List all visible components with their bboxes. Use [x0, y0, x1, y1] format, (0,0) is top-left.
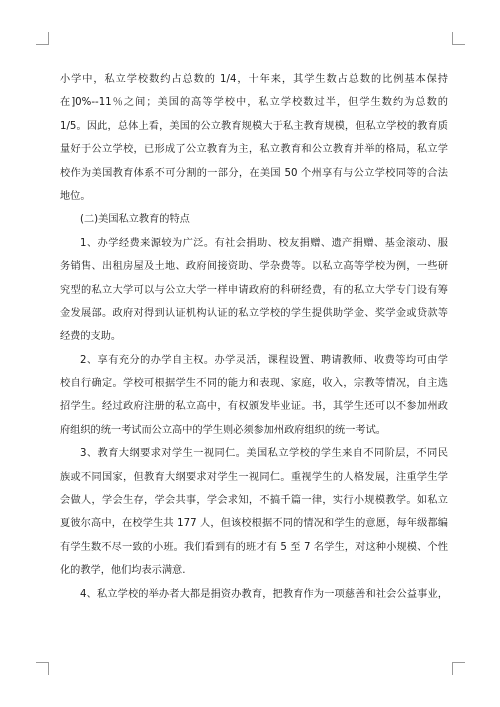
body-line: 校作为美国教育体系不可分割的一部分，在美国 50 个州享有与公立学校同等的合法: [60, 167, 448, 179]
body-line: 1/5。因此，总体上看，美国的公立教育规模大于私主教育规模，但私立学校的教育质: [60, 120, 448, 132]
body-line: 在]0%--11％之间；美国的高等学校中，私立学校数过半，但学生数约为总数的: [60, 97, 448, 109]
body-line: 化的教学，他们均表示满意.: [60, 565, 186, 577]
body-line: 有学生数不尽一致的小班。我们看到有的班才有 5 至 7 名学生，对这种小规模、个性: [60, 541, 448, 553]
crop-mark-bottom-right: [452, 662, 465, 675]
crop-mark-bottom-left: [36, 662, 49, 675]
document-body: [60, 68, 448, 606]
paragraph-first-line: 4、私立学校的举办者大都是捐资办教育，把教育作为一项慈善和社会公益事业，: [80, 588, 448, 600]
body-line: 金发展部。政府对得到认证机构认证的私立学校的学生提供助学金、奖学金或贷款等: [60, 307, 448, 319]
body-line: 族或不同国家，但教育大纲要求对学生一视同仁。重视学生的人格发展，注重学生学: [60, 471, 448, 483]
body-line: 量好于公立学校，已形成了公立教育为主，私立教育和公立教育并举的格局，私立学: [60, 144, 448, 156]
body-line: 府组织的统一考试而公立高中的学生则必须参加州政府组织的统一考试。: [60, 424, 386, 436]
paragraph-first-line: 1、办学经费来源较为广泛。有社会捐助、校友捐赠、遗产捐赠、基金滚动、服: [80, 237, 448, 249]
body-line: 务销售、出租房屋及土地、政府间接资助、学杂费等。以私立高等学校为例，一些研: [60, 261, 448, 273]
section-heading: (二)美国私立教育的特点: [80, 214, 190, 226]
body-line: 招学生。经过政府注册的私立高中，有权颁发毕业证。书，其学生还可以不参加州政: [60, 401, 448, 413]
crop-mark-top-right: [452, 32, 465, 45]
body-line: 夏彼尔高中，在校学生共 177 人，但该校根据不同的情况和学生的意愿，每年级都编: [60, 518, 448, 530]
paragraph-first-line: 3、教育大纲要求对学生一视同仁。美国私立学校的学生来自不同阶层，不同民: [80, 448, 448, 460]
body-line: 会做人，学会生存，学会共事，学会求知，不搞千篇一律，实行小规模教学。如私立: [60, 495, 448, 507]
body-line: 小学中，私立学校数约占总数的 1/4，十年来，其学生数占总数的比例基本保持: [60, 74, 448, 85]
body-line: 究型的私立大学可以与公立大学一样申请政府的科研经费，有的私立大学专门设有筹: [60, 284, 448, 296]
body-line: 校自行确定。学校可根据学生不同的能力和表现、家庭，收入，宗教等情况，自主选: [60, 378, 448, 390]
body-line: 经费的支助。: [60, 331, 122, 343]
crop-mark-top-left: [36, 32, 49, 45]
body-line: 地位。: [60, 190, 91, 202]
paragraph-first-line: 2、享有充分的办学自主权。办学灵活，课程设置、聘请教师、收费等均可由学: [80, 354, 448, 366]
